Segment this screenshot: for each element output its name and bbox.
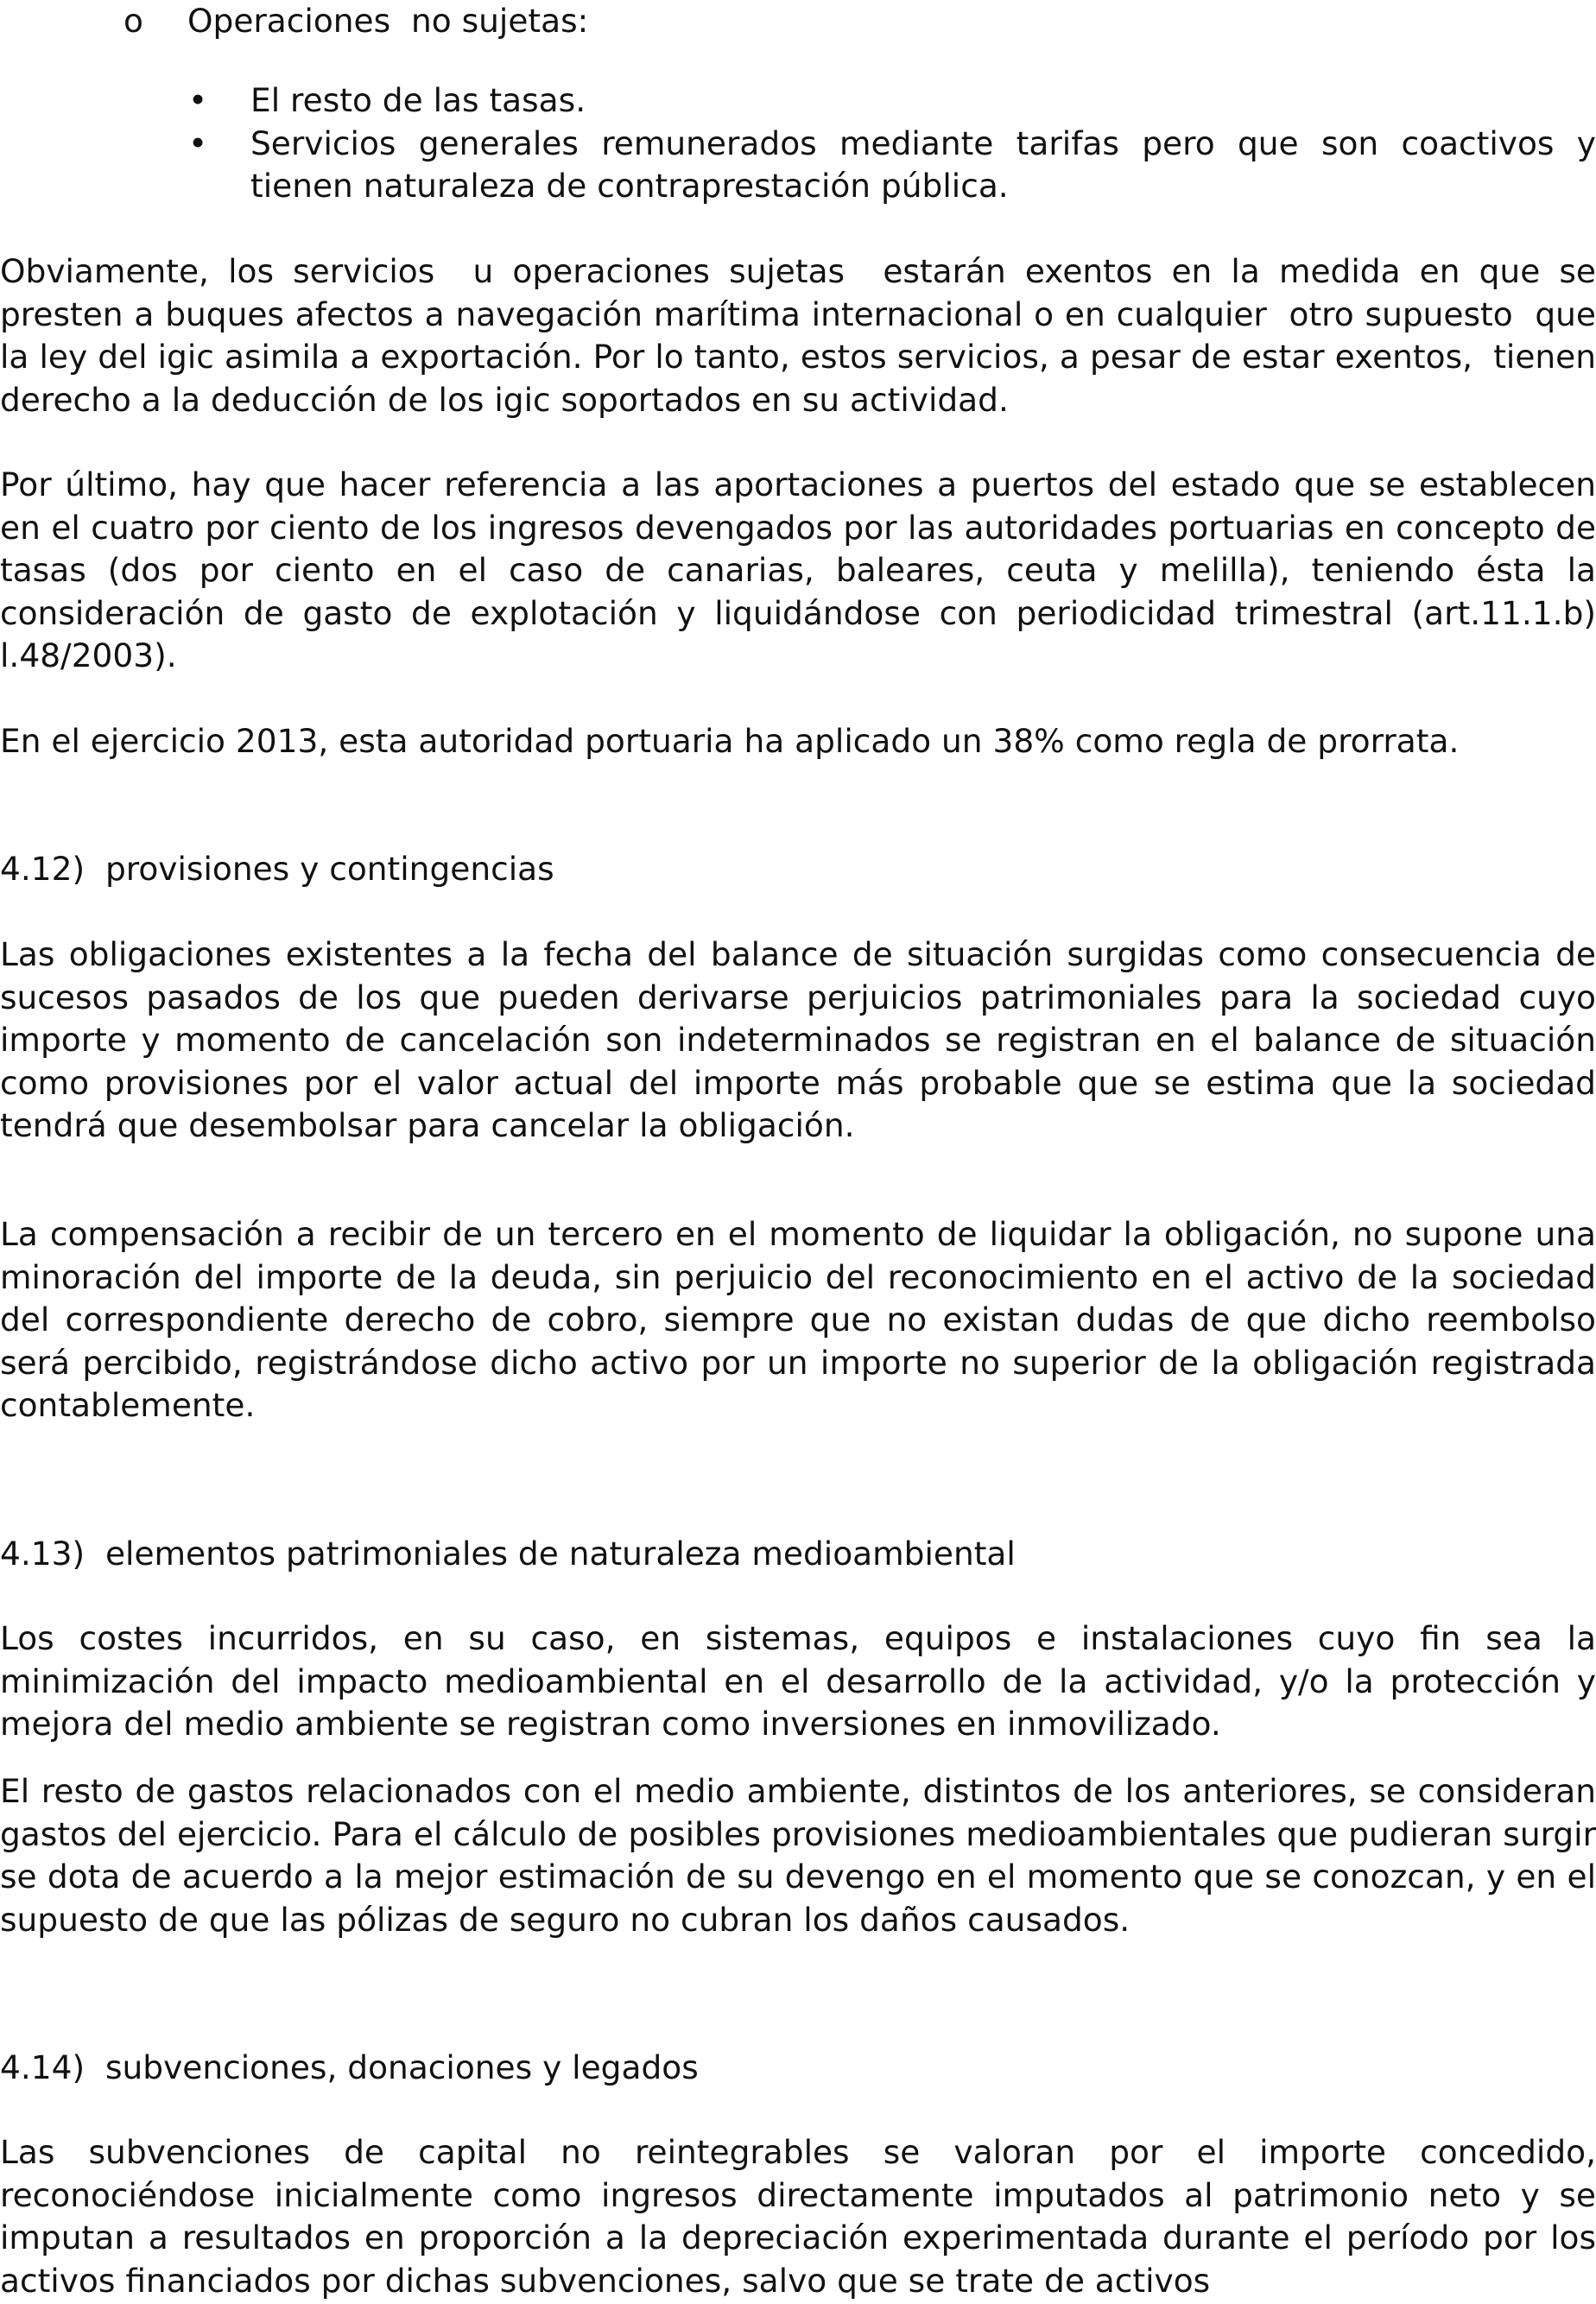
bullet-list [0, 79, 1596, 208]
list-item-operaciones-no-sujetas [0, 0, 1596, 43]
bullet-item-servicios-generales [0, 123, 1596, 208]
list-item-text: Operaciones no sujetas: [187, 2, 589, 40]
paragraph-compensacion: La compensación a recibir de un tercero en el momento de liquidar la obligación, no supone una minoración del importe de la deuda, sin perjuicio del reconocimiento en el activo de la sociedad del correspondiente derecho de cobro, siempre que no existan dudas de que dicho reembolso será percibido, registrándose dicho activo por un importe no superior de la obligación registrada contablemente. [0, 1215, 1596, 1425]
bullet-item-text: Servicios generales remunerados mediante tarifas pero que son coactivos y tienen naturaleza de contraprestación pública. [250, 123, 1596, 206]
bullet-item-resto-tasas [0, 79, 1596, 123]
section-heading-4-12: 4.12) provisiones y contingencias [0, 850, 554, 888]
bullet-marker: • [188, 123, 208, 162]
paragraph-exenciones: Obviamente, los servicios u operaciones sujetas estarán exentos en la medida en que se presten a buques afectos a navegación marítima internacional o en cualquier otro supuesto que la ley del igic asimila a exportación. Por lo tanto, estos servicios, a pesar de estar exentos, tienen derecho a la deducción de los igic soportados en su actividad. [0, 252, 1596, 419]
paragraph-costes-medioambientales: Los costes incurridos, en su caso, en sistemas, equipos e instalaciones cuyo fin sea la minimización del impacto medioambiental en el desarrollo de la actividad, y/o la protección y mejora del medio ambiente se registran como inversiones en inmovilizado. [0, 1619, 1596, 1744]
list-marker-o: o [124, 2, 143, 40]
paragraph-subvenciones: Las subvenciones de capital no reintegrables se valoran por el importe concedido, reconociéndose inicialmente como ingresos directamente imputados al patrimonio neto y se imputan a resultados en proporción a la depreciación experimentada durante el período por los activos financiados por dichas subvenciones, salvo que se trate de activos [0, 2133, 1596, 2300]
section-heading-4-13: 4.13) elementos patrimoniales de naturaleza medioambiental [0, 1535, 1016, 1573]
paragraph-obligaciones: Las obligaciones existentes a la fecha del balance de situación surgidas como consecuencia de sucesos pasados de los que pueden derivarse perjuicios patrimoniales para la sociedad cuyo importe y momento de cancelación son indeterminados se registran en el balance de situación como provisiones por el valor actual del importe más probable que se estima que la sociedad tendrá que desembolsar para cancelar la obligación. [0, 935, 1596, 1145]
paragraph-gastos-medio-ambiente: El resto de gastos relacionados con el medio ambiente, distintos de los anteriores, se consideran gastos del ejercicio. Para el cálculo de posibles provisiones medioambientales que pudieran surgir se dota de acuerdo a la mejor estimación de su devengo en el momento que se conozcan, y en el supuesto de que las pólizas de seguro no cubran los daños causados. [0, 1772, 1596, 1939]
paragraph-prorrata: En el ejercicio 2013, esta autoridad portuaria ha aplicado un 38% como regla de prorrata. [0, 722, 1460, 760]
bullet-marker: • [188, 81, 208, 119]
paragraph-aportaciones-puertos: Por último, hay que hacer referencia a las aportaciones a puertos del estado que se establecen en el cuatro por ciento de los ingresos devengados por las autoridades portuarias en concepto de tasas (dos por ciento en el caso de canarias, baleares, ceuta y melilla), teniendo ésta la consideración de gasto de explotación y liquidándose con periodicidad trimestral (art.11.1.b) l.48/2003). [0, 465, 1596, 675]
bullet-item-text: El resto de las tasas. [250, 81, 586, 119]
section-heading-4-14: 4.14) subvenciones, donaciones y legados [0, 2048, 699, 2086]
